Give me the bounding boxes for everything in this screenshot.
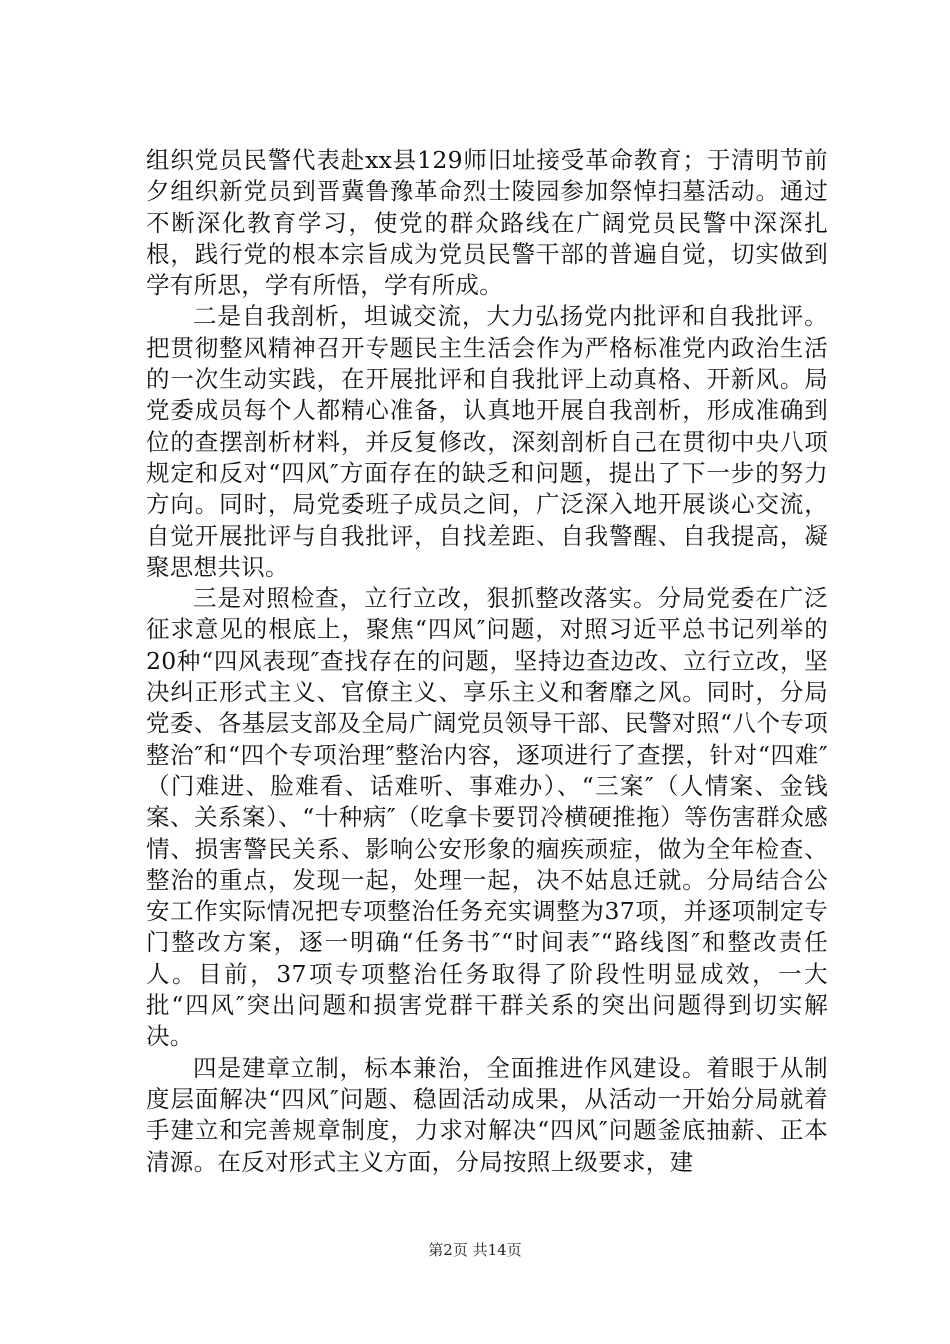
page-number-footer: 第2页 共14页 xyxy=(428,1241,522,1259)
document-body xyxy=(146,145,828,1178)
paragraph-institution-building: 四是建章立制，标本兼治，全面推进作风建设。着眼于从制度层面解决“四风″问题、稳固活动成果，从活动一开始分局就着手建立和完善规章制度，力求对解决“四风″问题釜底抽薪、正本清源。在反对形式主义方面，分局按照上级要求，建 xyxy=(146,1053,828,1176)
paragraph-continuation: 组织党员民警代表赴xx县129师旧址接受革命教育；于清明节前夕组织新党员到晋冀鲁豫革命烈士陵园参加祭悼扫墓活动。通过不断深化教育学习，使党的群众路线在广阔党员民警中深深扎根，践行党的根本宗旨成为党员民警干部的普遍自觉，切实做到学有所思，学有所悟，学有所成。 xyxy=(146,146,828,300)
paragraph-self-analysis: 二是自我剖析，坦诚交流，大力弘扬党内批评和自我批评。把贯彻整风精神召开专题民主生活会作为严格标准党内政治生活的一次生动实践，在开展批评和自我批评上动真格、开新风。局党委成员每个人都精心准备，认真地开展自我剖析，形成准确到位的查摆剖析材料，并反复修改，深刻剖析自己在贯彻中央八项规定和反对“四风″方面存在的缺乏和问题，提出了下一步的努力方向。同时，局党委班子成员之间，广泛深入地开展谈心交流，自觉开展批评与自我批评，自找差距、自我警醒、自我提高，凝聚思想共识。 xyxy=(146,302,828,581)
paragraph-rectification: 三是对照检查，立行立改，狠抓整改落实。分局党委在广泛征求意见的根底上，聚焦“四风″问题，对照习近平总书记列举的20种“四风表现″查找存在的问题，坚持边查边改、立行立改，坚决纠正形式主义、官僚主义、享乐主义和奢靡之风。同时，分局党委、各基层支部及全局广阔党员领导干部、民警对照“八个专项整治″和“四个专项治理″整治内容，逐项进行了查摆，针对“四难″（门难进、脸难看、话难听、事难办）、“三案″（人情案、金钱案、关系案）、“十种病″（吃拿卡要罚冷横硬推拖）等伤害群众感情、损害警民关系、影响公安形象的痼疾顽症，做为全年检查、整治的重点，发现一起，处理一起，决不姑息迁就。分局结合公安工作实际情况把专项整治任务充实调整为37项，并逐项制定专门整改方案，逐一明确“任务书″“时间表″“路线图″和整改责任人。目前，37项专项整治任务取得了阶段性明显成效，一大批“四风″突出问题和损害党群干群关系的突出问题得到切实解决。 xyxy=(146,584,828,1051)
